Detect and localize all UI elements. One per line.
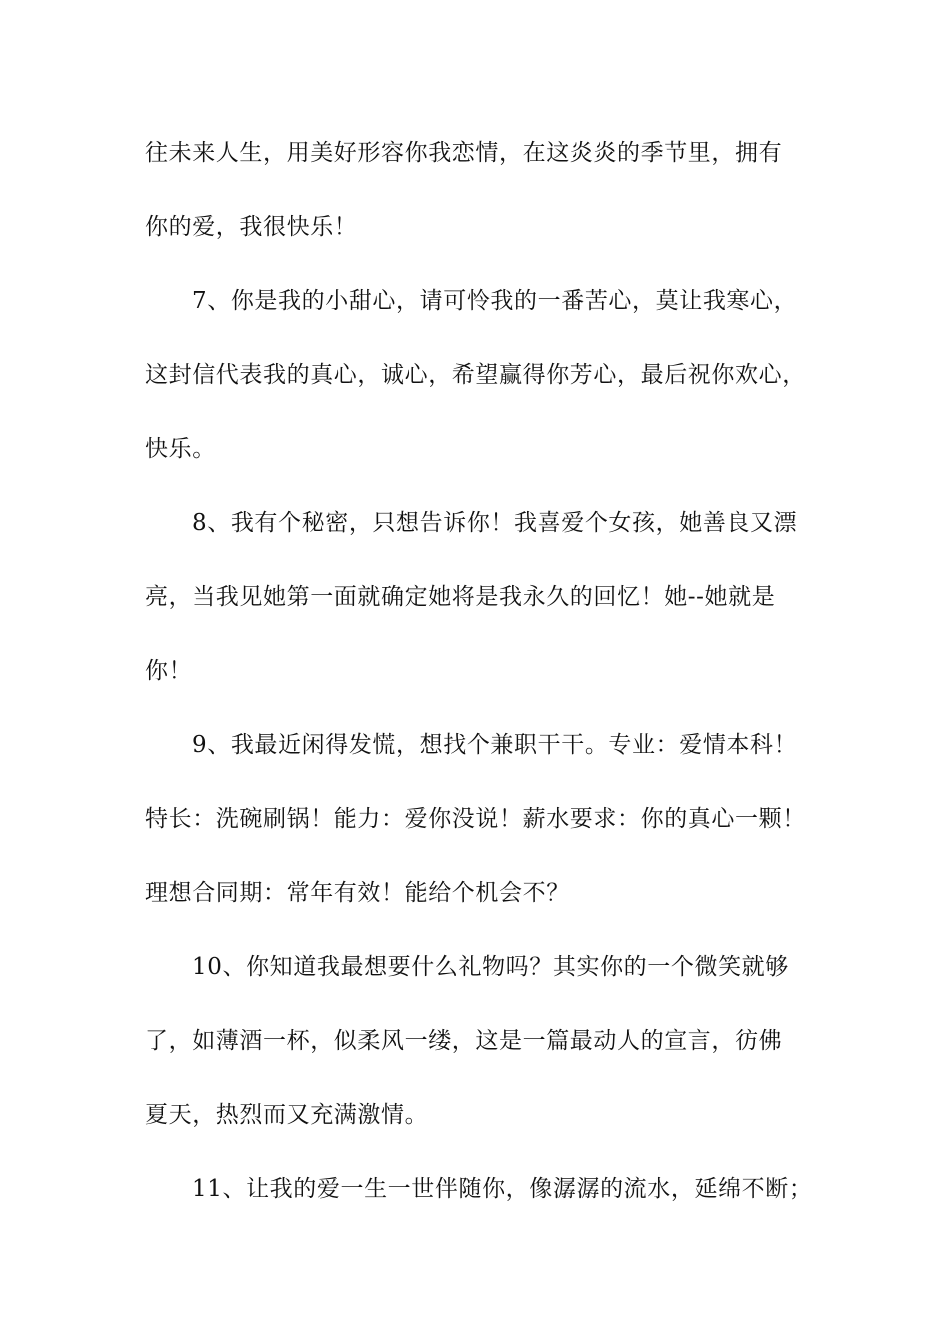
text-line-4: 这封信代表我的真心，诚心，希望赢得你芳心，最后祝你欢心， bbox=[145, 362, 806, 388]
text-line-13: 了，如薄酒一杯，似柔风一缕，这是一篇最动人的宣言，彷佛 bbox=[145, 1028, 783, 1054]
text-line-10: 特长：洗碗刷锅！能力：爱你没说！薪水要求：你的真心一颗！ bbox=[145, 806, 806, 832]
text-line-12: 10、你知道我最想要什么礼物吗？其实你的一个微笑就够 bbox=[192, 954, 789, 980]
document-body bbox=[145, 116, 825, 1226]
text-line-14: 夏天，热烈而又充满激情。 bbox=[145, 1102, 429, 1128]
text-line-2: 你的爱，我很快乐！ bbox=[145, 214, 358, 240]
text-line-6: 8、我有个秘密，只想告诉你！我喜爱个女孩，她善良又漂 bbox=[192, 510, 798, 536]
text-line-7: 亮，当我见她第一面就确定她将是我永久的回忆！她--她就是 bbox=[145, 584, 776, 610]
text-line-3: 7、你是我的小甜心，请可怜我的一番苦心，莫让我寒心， bbox=[192, 288, 798, 314]
text-line-5: 快乐。 bbox=[145, 436, 216, 462]
text-line-15: 11、让我的爱一生一世伴随你，像潺潺的流水，延绵不断； bbox=[192, 1176, 813, 1202]
text-line-8: 你！ bbox=[145, 658, 193, 684]
text-line-1: 往未来人生，用美好形容你我恋情，在这炎炎的季节里，拥有 bbox=[145, 140, 783, 166]
text-line-11: 理想合同期：常年有效！能给个机会不？ bbox=[145, 880, 570, 906]
text-line-9: 9、我最近闲得发慌，想找个兼职干干。专业：爱情本科！ bbox=[192, 732, 798, 758]
